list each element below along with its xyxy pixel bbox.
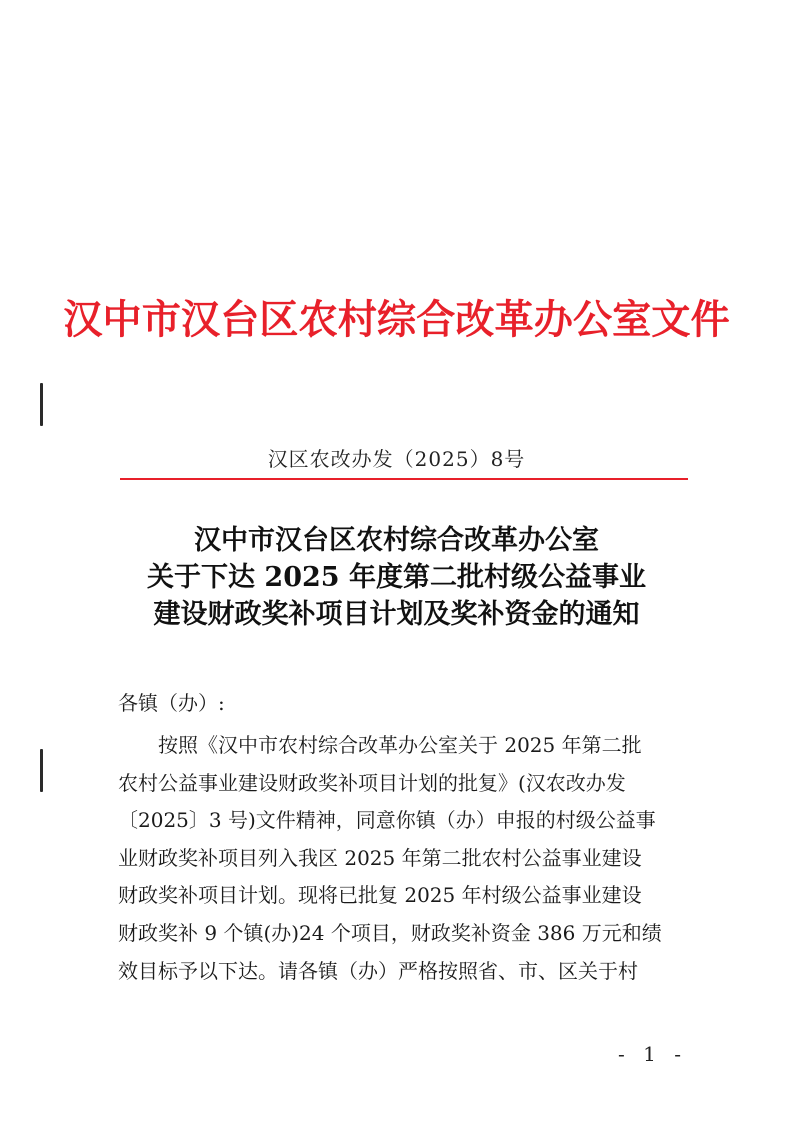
red-header-title: 汉中市汉台区农村综合改革办公室文件 xyxy=(63,296,730,343)
document-number: 汉区农改办发（2025）8号 xyxy=(267,447,526,471)
body-paragraph xyxy=(118,727,688,990)
body-line: 农村公益事业建设财政奖补项目计划的批复》(汉农改办发 xyxy=(118,770,626,795)
body-line: 财政奖补 9 个镇(办)24 个项目，财政奖补资金 386 万元和绩 xyxy=(118,920,662,945)
notice-title-line: 建设财政奖补项目计划及奖补资金的通知 xyxy=(153,599,640,630)
body-line: 财政奖补项目计划。现将已批复 2025 年村级公益事业建设 xyxy=(118,883,642,908)
body-line: 〔2025〕3 号)文件精神，同意你镇（办）申报的村级公益事 xyxy=(118,808,656,833)
notice-title-line: 关于下达 2025 年度第二批村级公益事业 xyxy=(147,562,646,593)
body-line: 效目标予以下达。请各镇（办）严格按照省、市、区关于村 xyxy=(118,958,638,983)
binding-hole-mark-bottom xyxy=(40,749,43,792)
red-separator-line xyxy=(120,478,688,480)
body-line: 按照《汉中市农村综合改革办公室关于 2025 年第二批 xyxy=(158,733,642,757)
notice-title-line: 汉中市汉台区农村综合改革办公室 xyxy=(194,525,599,556)
notice-title xyxy=(0,522,793,633)
binding-hole-mark-top xyxy=(40,383,43,426)
salutation: 各镇（办）: xyxy=(118,691,225,715)
page-number: - 1 - xyxy=(618,1042,687,1066)
body-line: 业财政奖补项目列入我区 2025 年第二批农村公益事业建设 xyxy=(118,845,642,870)
